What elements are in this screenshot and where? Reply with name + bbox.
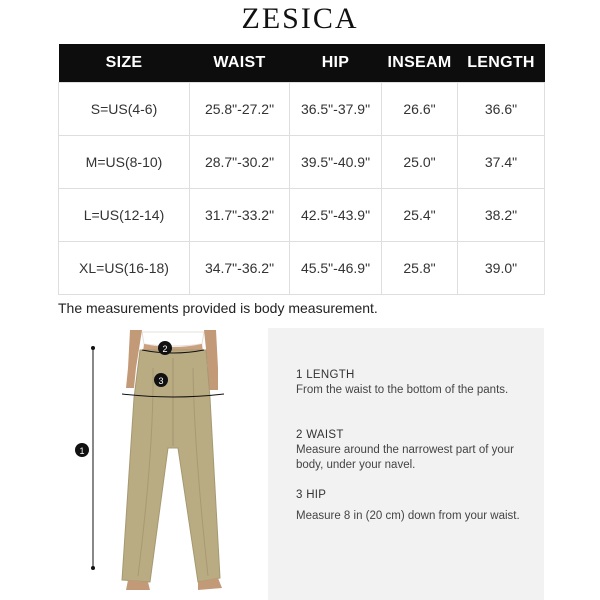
guide-heading: 2 WAIST xyxy=(296,429,344,441)
crop-top xyxy=(142,332,204,346)
svg-text:2: 2 xyxy=(162,344,168,354)
guide-heading: 3 HIP xyxy=(296,489,327,501)
header-waist: WAIST xyxy=(190,44,290,82)
table-cell: 39.0" xyxy=(458,241,545,294)
measurement-guide-panel xyxy=(268,328,544,600)
table-cell: 39.5"-40.9" xyxy=(290,135,382,188)
table-row xyxy=(59,135,545,188)
table-row xyxy=(59,82,545,135)
guide-text: Measure around the narrowest part of your body, under your navel. xyxy=(296,444,514,471)
table-cell: 38.2" xyxy=(458,188,545,241)
table-cell: 37.4" xyxy=(458,135,545,188)
marker-waist xyxy=(158,341,172,355)
header-length: LENGTH xyxy=(458,44,545,82)
guide-text: Measure 8 in (20 cm) down from your waist. xyxy=(296,510,520,522)
header-inseam: INSEAM xyxy=(382,44,458,82)
table-header-row xyxy=(59,44,545,82)
guide-waist xyxy=(296,428,536,473)
guide-text: From the waist to the bottom of the pants. xyxy=(296,384,509,396)
model-figure xyxy=(58,328,268,600)
header-size: SIZE xyxy=(59,44,190,82)
table-cell: 26.6" xyxy=(382,82,458,135)
table-cell: 31.7"-33.2" xyxy=(190,188,290,241)
svg-text:3: 3 xyxy=(158,376,164,386)
table-cell: 25.8"-27.2" xyxy=(190,82,290,135)
guide-hip xyxy=(296,488,536,524)
table-cell: 25.0" xyxy=(382,135,458,188)
pants-illustration xyxy=(58,328,268,600)
table-cell: 36.6" xyxy=(458,82,545,135)
svg-text:1: 1 xyxy=(79,446,85,456)
table-cell: M=US(8-10) xyxy=(59,135,190,188)
table-cell: 36.5"-37.9" xyxy=(290,82,382,135)
marker-hip xyxy=(154,373,168,387)
guide-length xyxy=(296,368,536,398)
table-cell: 42.5"-43.9" xyxy=(290,188,382,241)
table-cell: 25.8" xyxy=(382,241,458,294)
table-cell: 28.7"-30.2" xyxy=(190,135,290,188)
table-cell: S=US(4-6) xyxy=(59,82,190,135)
marker-length xyxy=(75,443,89,457)
size-chart-table xyxy=(58,44,545,295)
table-cell: L=US(12-14) xyxy=(59,188,190,241)
brand-logo: ZESICA xyxy=(241,2,359,35)
measurement-note: The measurements provided is body measurement. xyxy=(58,300,378,316)
table-row xyxy=(59,241,545,294)
table-cell: 34.7"-36.2" xyxy=(190,241,290,294)
table-cell: 45.5"-46.9" xyxy=(290,241,382,294)
table-cell: XL=US(16-18) xyxy=(59,241,190,294)
table-cell: 25.4" xyxy=(382,188,458,241)
table-row xyxy=(59,188,545,241)
header-hip: HIP xyxy=(290,44,382,82)
guide-heading: 1 LENGTH xyxy=(296,369,355,381)
